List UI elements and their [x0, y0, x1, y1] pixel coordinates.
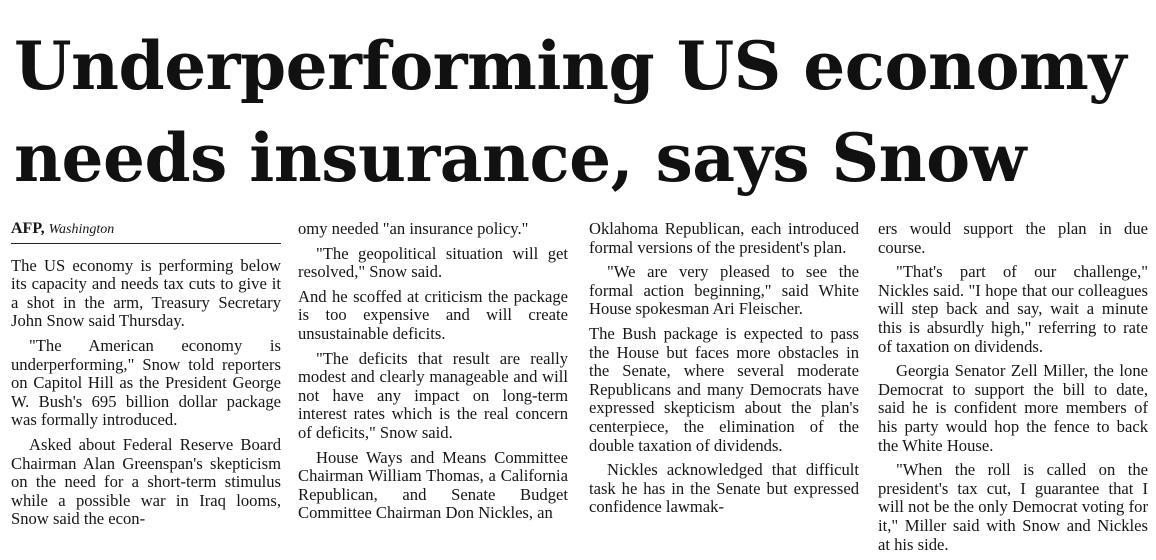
- paragraph: Oklahoma Republican, each introduced formal versions of the president's plan.: [589, 219, 859, 257]
- byline: [11, 220, 281, 244]
- paragraph: Georgia Senator Zell Miller, the lone Democrat to support the bill to date, said he is confident more members of his party would hop the fence to back the White House.: [878, 361, 1148, 455]
- article-column-4: [878, 220, 1148, 560]
- byline-agency: AFP,: [11, 220, 45, 237]
- byline-place: Washington: [48, 222, 115, 237]
- paragraph: "The deficits that result are really modest and clearly manageable and will not have any impact on long-term interest rates which is the real concern of deficits," Snow said.: [298, 348, 568, 442]
- paragraph: "That's part of our challenge," Nickles said. "I hope that our colleagues will step back and say, wait a minute this is absurdly high," referring to rate of taxation on dividends.: [878, 262, 1148, 356]
- paragraph: "The geopolitical situation will get resolved," Snow said.: [298, 243, 568, 282]
- paragraph: The US economy is performing below its capacity and needs tax cuts to give it a shot in the arm, Treasury Secretary John Snow said Thursday.: [11, 255, 281, 331]
- paragraph: omy needed "an insurance policy.": [298, 219, 529, 238]
- article-column-2: [298, 220, 568, 529]
- paragraph: Asked about Federal Reserve Board Chairman Alan Greenspan's skepticism on the need for a short-term stimulus while a possible war in Iraq looms, Snow said the econ-: [11, 434, 281, 529]
- headline-line-2: needs insurance, says Snow: [14, 119, 1026, 197]
- article-column-1: [11, 220, 281, 535]
- headline-line-1: Underperforming US economy: [14, 27, 1127, 105]
- paragraph: The Bush package is expected to pass the House but faces more obstacles in the Senate, where several moderate Republicans and many Democrats have expressed skepticism about the plan's centerpiece, the elimination of the double taxation of dividends.: [589, 323, 859, 455]
- paragraph: ers would support the plan in due course.: [878, 219, 1148, 257]
- paragraph: "When the roll is called on the president's tax cut, I guarantee that I will not be the only Democrat voting for it," Miller said with Snow and Nickles at his side.: [878, 460, 1148, 554]
- paragraph: "We are very pleased to see the formal action beginning," said White House spokesman Ari Fleischer.: [589, 262, 859, 319]
- article-column-3: [589, 220, 859, 523]
- paragraph: House Ways and Means Committee Chairman William Thomas, a California Republican, and Senate Budget Committee Chairman Don Nickles, an: [298, 447, 568, 523]
- headline: [14, 20, 1144, 204]
- paragraph: Nickles acknowledged that difficult task he has in the Senate but expressed confidence lawmak-: [589, 460, 859, 517]
- paragraph: "The American economy is underperforming," Snow told reporters on Capitol Hill as the President George W. Bush's 695 billion dollar package was formally introduced.: [11, 335, 281, 430]
- paragraph: And he scoffed at criticism the package is too expensive and will create unsustainable deficits.: [298, 286, 568, 343]
